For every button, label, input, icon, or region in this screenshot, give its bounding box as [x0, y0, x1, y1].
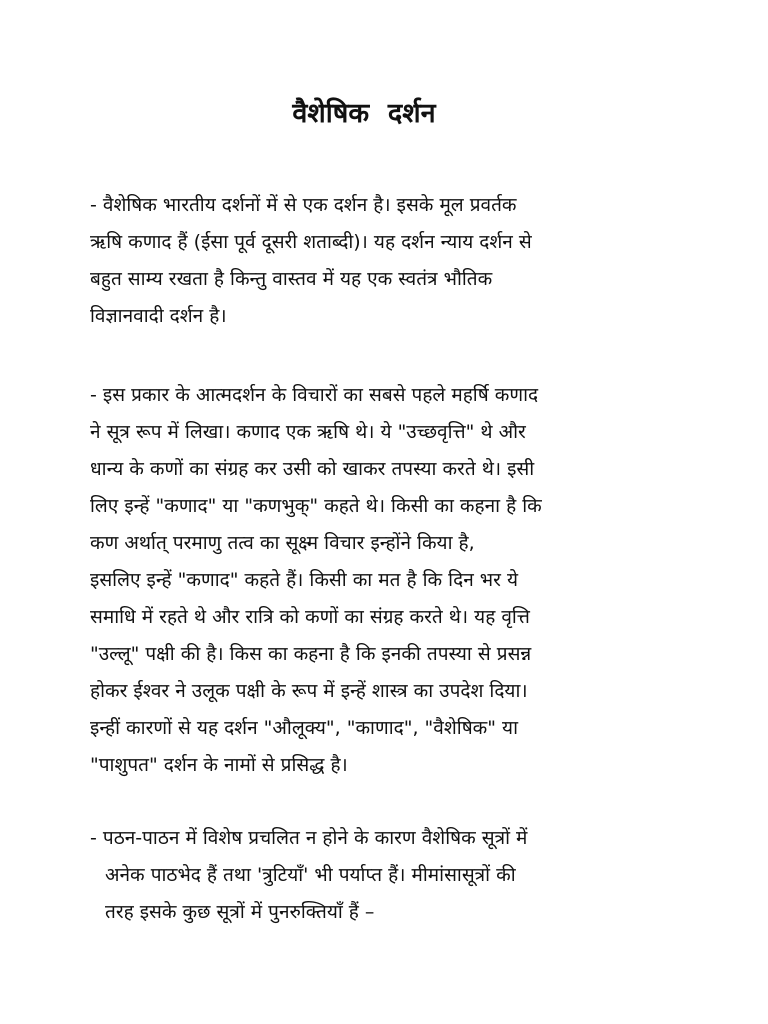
paragraph-line: - पठन-पाठन में विशेष प्रचलित न होने के कारण वैशेषिक सूत्रों में: [90, 827, 528, 849]
paragraph-line: समाधि में रहते थे और रात्रि को कणों का संग्रह करते थे। यह वृत्ति: [90, 606, 530, 628]
paragraph-line: बहुत साम्य रखता है किन्तु वास्तव में यह एक स्वतंत्र भौतिक: [90, 268, 493, 290]
paragraph-line: कण अर्थात् परमाणु तत्व का सूक्ष्म विचार इन्होंने किया है,: [90, 532, 475, 554]
paragraph-line: "पाशुपत" दर्शन के नामों से प्रसिद्ध है।: [90, 754, 348, 776]
paragraph-line: तरह इसके कुछ सूत्रों में पुनरुक्तियाँ हैं –: [105, 901, 375, 923]
paragraph-line: "उल्लू" पक्षी की है। किस का कहना है कि इनकी तपस्या से प्रसन्न: [90, 643, 532, 665]
paragraph-line: इसलिए इन्हें "कणाद" कहते हैं। किसी का मत है कि दिन भर ये: [90, 569, 518, 591]
paragraph-line: लिए इन्हें "कणाद" या "कणभुक्" कहते थे। किसी का कहना है कि: [90, 495, 542, 517]
paragraph-line: ने सूत्र रूप में लिखा। कणाद एक ऋषि थे। ये "उच्छवृत्ति" थे और: [90, 421, 526, 443]
paragraph-line: - इस प्रकार के आत्मदर्शन के विचारों का सबसे पहले महर्षि कणाद: [90, 384, 539, 406]
paragraph-sutras: [90, 820, 680, 931]
paragraph-line: ऋषि कणाद हैं (ईसा पूर्व दूसरी शताब्दी)। यह दर्शन न्याय दर्शन से: [90, 231, 532, 253]
paragraph-line: होकर ईश्वर ने उलूक पक्षी के रूप में इन्हें शास्त्र का उपदेश दिया।: [90, 680, 528, 702]
paragraph-line: धान्य के कणों का संग्रह कर उसी को खाकर तपस्या करते थे। इसी: [90, 458, 535, 480]
paragraph-line: इन्हीं कारणों से यह दर्शन "औलूक्य", "काणाद", "वैशेषिक" या: [90, 717, 518, 739]
paragraph-line: - वैशेषिक भारतीय दर्शनों में से एक दर्शन है। इसके मूल प्रवर्तक: [90, 194, 517, 216]
paragraph-line: अनेक पाठभेद हैं तथा 'त्रुटियाँ' भी पर्याप्त हैं। मीमांसासूत्रों की: [105, 864, 516, 886]
paragraph-intro: [90, 187, 680, 335]
paragraph-kanada: [90, 377, 680, 784]
document-title: वैशेषिक दर्शन: [292, 98, 436, 129]
paragraph-line: विज्ञानवादी दर्शन है।: [90, 305, 227, 327]
